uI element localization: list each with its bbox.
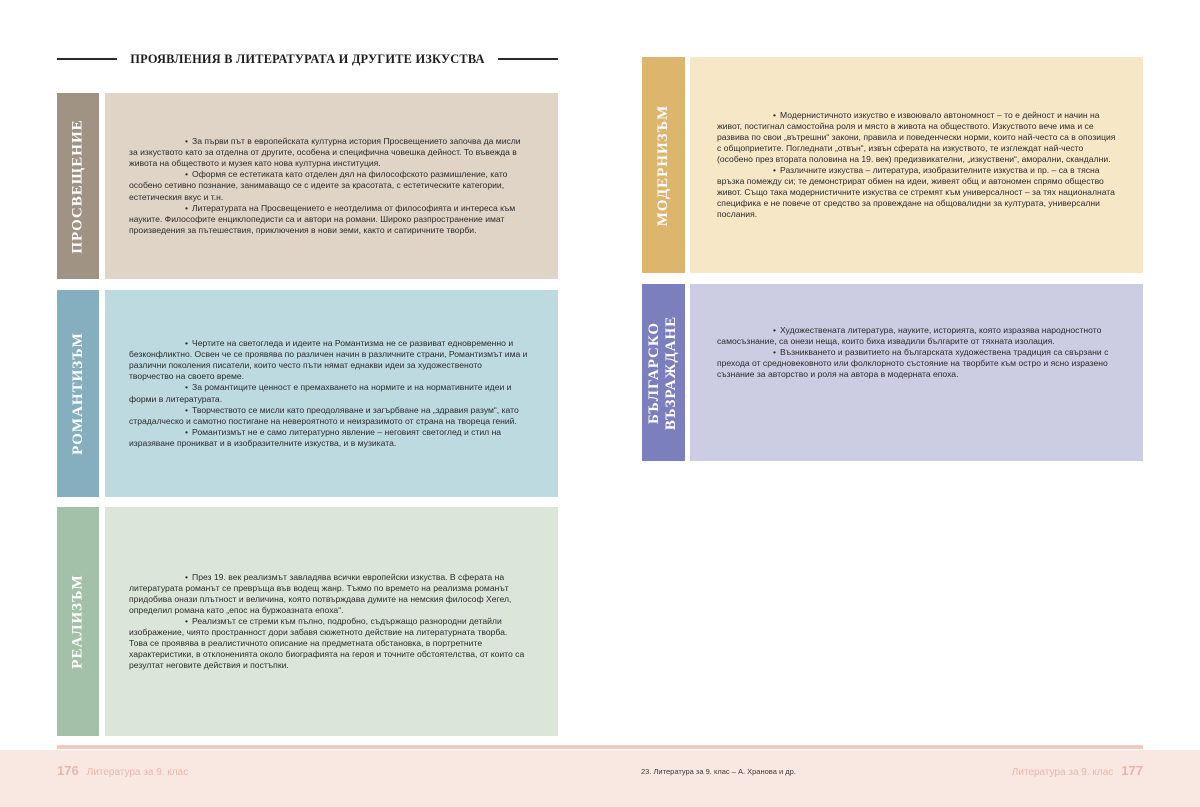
footer-book-title-left: Литература за 9. клас <box>86 767 189 778</box>
label-text-prosveshtenie: ПРОСВЕЩЕНИЕ <box>69 118 86 254</box>
bullet-icon: • <box>185 338 189 349</box>
paragraph: • Чертите на светогледа и идеите на Романтизма не се развиват едновременно и безконфликтно. Освен че се проявява по различен начин в различните страни, Романтизмът има и различни поколения писатели, които често пъти нямат еднакви идеи за художественото творчество на своето време. <box>129 338 528 382</box>
block-realizam <box>57 507 558 736</box>
bullet-icon: • <box>185 202 189 213</box>
label-text-vazrazhdane <box>647 315 681 429</box>
bullet-icon: • <box>185 571 189 582</box>
paragraph: • За романтиците ценност е премахването на нормите и на нормативните идеи и форми в литературата. <box>129 382 512 404</box>
footer-left <box>57 763 188 778</box>
content-prosveshtenie <box>105 93 558 279</box>
paragraph: • Модернистичното изкуство е извоювало автономност – то е дейност и начин на живот, постигнал самостойна роля и място в живота на обществото. Изкуството вече има и се развива по свои „вътрешни“ закони, правила и поведенчески норми, които най-често са в опозиция с общоприетите. Погледнати „отвън“, извън сферата на изкуството, те изглеждат най-често (особено през втората половина на 19. век) предизвикателни, „изкуствени“, аморални, скандални. <box>717 109 1116 164</box>
page-number-left: 176 <box>57 763 79 778</box>
bullet-icon: • <box>185 382 189 393</box>
footer-rule <box>57 745 1143 749</box>
footer-book-title-right: Литература за 9. клас <box>1011 767 1114 778</box>
bullet-icon: • <box>773 346 777 357</box>
paragraph: • Реализмът се стреми към пълно, подробно, съдържащо разнородни детайли изображение, чиято пространност дори забавя сюжетното действие на литературната творба. Това се проявява в реалистичното описание на предметната обстановка, в портретните характеристики, в отклоненията около биографията на героя и точните обстоятелства, от които са резултат неговите действия и постъпки. <box>129 615 525 671</box>
bullet-icon: • <box>185 615 189 626</box>
content-modernizam <box>690 57 1143 273</box>
section-header <box>57 48 558 74</box>
bullet-icon: • <box>185 169 189 180</box>
footer-right <box>1012 763 1143 778</box>
block-vazrazhdane <box>642 284 1143 461</box>
paragraph: • Оформя се естетиката като отделен дял на философското размишление, като особено сетивно познание, занимаващо се с идеите за красотата, с естетическите категории, естетическия вкус и т.н. <box>129 169 508 202</box>
content-vazrazhdane <box>690 284 1143 461</box>
header-rule-right <box>498 58 558 60</box>
page-number-right: 177 <box>1121 763 1143 778</box>
paragraph: • За първи път в европейската културна история Просвещението започва да мисли за изкуството като за отделна от другите, особена и специфична човешка дейност. То въвежда в живота на обществото и музея като нова културна институция. <box>129 136 521 169</box>
paragraph: • Различните изкуства – литература, изобразителните изкуства и пр. – са в тясна връзка помежду си; те демонстрират обмен на идеи, живеят общ и автономен спрямо общество живот. Също така модернистичните изкуства се стремят към универсалност – за тях националната специфика е не повече от средство за провеждане на общовалидни за културата, универсални послания. <box>717 165 1115 220</box>
bullet-icon: • <box>185 404 189 415</box>
bullet-icon: • <box>185 426 189 437</box>
footer-imprint: 23. Литература за 9. клас – А. Хранова и др. <box>641 767 796 776</box>
content-romantizam <box>105 290 558 497</box>
label-line: БЪЛГАРСКО <box>646 321 663 424</box>
paragraph: • Романтизмът не е само литературно явление – неговият светоглед и стил на изразяване проникват и в изобразителните изкуства, и в музиката. <box>129 426 502 448</box>
paragraph: • Художествената литература, науките, историята, която изразява народностното самосъзнание, са онези неща, които биха извадили българите от тяхната изолация. <box>717 324 1102 346</box>
block-romantizam <box>57 290 558 497</box>
label-text-realizam: РЕАЛИЗЪМ <box>69 574 86 669</box>
paragraph: • Литературата на Просвещението е неотделима от философията и интереса към науките. Философите енциклопедисти са и автори на романи. Широко разпространение имат произведения за пътешествия, приключения в нови земи, както и сатиричните творби. <box>129 202 516 235</box>
label-romantizam <box>57 290 99 497</box>
block-prosveshtenie <box>57 93 558 279</box>
label-realizam <box>57 507 99 736</box>
paragraph: • През 19. век реализмът завладява всички европейски изкуства. В сферата на литературата романът се превръща във водещ жанр. Тъкмо по времето на реализма романът придобива онази плътност и величина, която потвърждава думите на немския философ Хегел, определил романа като „епос на буржоазната епоха“. <box>129 571 512 615</box>
footer-band <box>0 750 1200 807</box>
label-prosveshtenie <box>57 93 99 279</box>
label-text-modernizam: МОДЕРНИЗЪМ <box>655 104 672 226</box>
paragraph: • Творчеството се мисли като преодоляване и загърбване на „здравия разум“, като страдалческо и самотно постигане на невероятното и неизразимото от страна на твореца гений. <box>129 404 519 426</box>
block-modernizam <box>642 57 1143 273</box>
label-text-romantizam: РОМАНТИЗЪМ <box>69 332 86 455</box>
content-realizam <box>105 507 558 736</box>
page-title: ПРОЯВЛЕНИЯ В ЛИТЕРАТУРАТА И ДРУГИТЕ ИЗКУСТВА <box>130 52 485 66</box>
bullet-icon: • <box>185 136 189 147</box>
label-vazrazhdane <box>642 284 685 461</box>
label-line: ВЪЗРАЖДАНЕ <box>663 315 680 430</box>
label-modernizam <box>642 57 685 273</box>
bullet-icon: • <box>773 324 777 335</box>
paragraph: • Възникването и развитието на българската художествена традиция са свързани с прехода от средновековното или фолклорното състояние на творбите към остро и ясно изразено съзнание за авторство и роля на автора в модерната епоха. <box>717 346 1109 380</box>
bullet-icon: • <box>773 109 777 120</box>
bullet-icon: • <box>773 165 777 175</box>
